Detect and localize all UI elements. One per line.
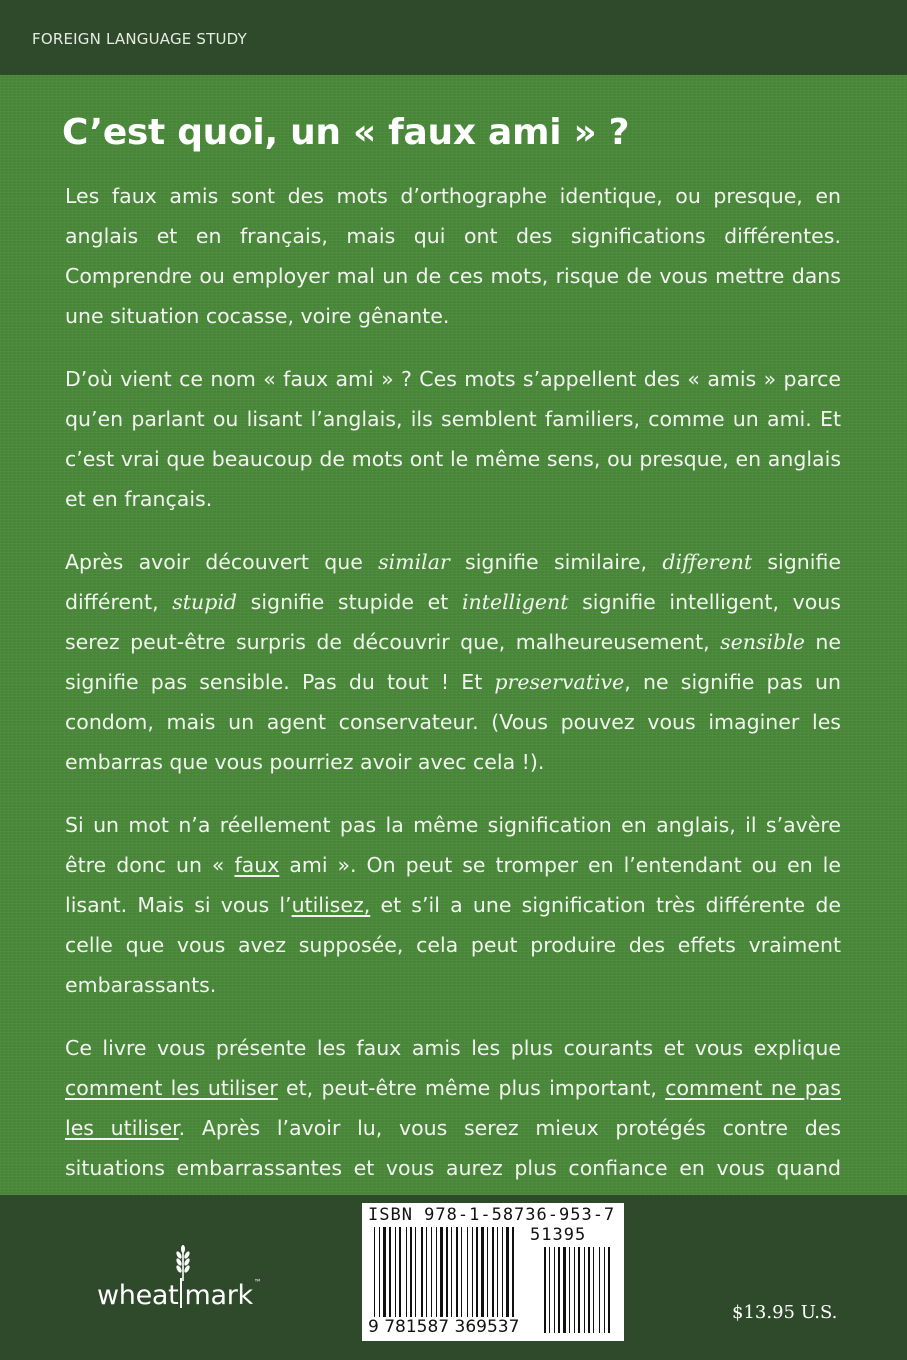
barcode-bar [481, 1227, 484, 1317]
barcode-bar [502, 1227, 503, 1317]
barcode-addon-bar [574, 1247, 575, 1333]
underlined-phrase: comment les utiliser [65, 1076, 278, 1100]
barcode-bar [431, 1227, 432, 1317]
barcode-bar [512, 1227, 514, 1317]
underlined-word: utilisez, [291, 893, 371, 917]
english-word: sensible [720, 630, 805, 654]
english-word: similar [378, 550, 450, 574]
barcode-addon-bar [593, 1247, 594, 1333]
barcode-bar [440, 1227, 443, 1317]
english-word: intelligent [461, 590, 569, 614]
barcode-addon-bar [563, 1247, 566, 1333]
barcode-bar [461, 1227, 462, 1317]
barcode-addon-bar [569, 1247, 570, 1333]
barcode-bar [410, 1227, 412, 1317]
barcode-addon-bar [588, 1247, 590, 1333]
barcode-bar [436, 1227, 437, 1317]
barcode-addon-bar [549, 1247, 550, 1333]
isbn-number: ISBN 978-1-58736-953-7 [368, 1205, 616, 1225]
barcode-addon-bar [544, 1247, 546, 1333]
barcode-addon-bar [604, 1247, 605, 1333]
paragraph-1: Les faux amis sont des mots d’orthographe identique, ou presque, en anglais et en français, mais qui ont des significations différentes. Comprendre ou employer mal un de ces mots, risque de vous mettre dans une situation cocasse, voire gênante. [65, 184, 841, 328]
barcode-bar [415, 1227, 416, 1317]
publisher-logo: wheat mark™ [97, 1278, 262, 1311]
underlined-word: faux [234, 853, 280, 877]
barcode-bar [451, 1227, 452, 1317]
barcode [362, 1203, 624, 1341]
barcode-bar [506, 1227, 509, 1317]
price-label: $13.95 U.S. [732, 1302, 838, 1323]
barcode-addon-bar [584, 1247, 585, 1333]
description-text [65, 176, 841, 1251]
barcode-bar [497, 1227, 498, 1317]
page-title: C’est quoi, un « faux ami » ? [62, 112, 630, 153]
paragraph-4: Si un mot n’a réellement pas la même signification en anglais, il s’avère être donc un « faux ami ». On peut se tromper en l’entendant ou en le lisant. Mais si vous l’utilisez, et s’il a une signification très différente de celle que vous avez supposée, cela peut produire des effets vraiment embarassants. [65, 813, 841, 997]
barcode-addon-bar [608, 1247, 610, 1333]
paragraph-3: Après avoir découvert que similar signifie similaire, different signifie différent, stupid signifie stupide et intelligent signifie intelligent, vous serez peut-être surpris de découvrir que, malheureusement, sensible ne signifie pas sensible. Pas du tout ! Et preservative, ne signifie pas un condom, mais un agent conservateur. (Vous pouvez vous imaginer les embarras que vous pourriez avoir avec cela !). [65, 550, 842, 774]
barcode-bar [472, 1227, 473, 1317]
barcode-bar [487, 1227, 488, 1317]
underlined-phrase: comment ne pas les utiliser [65, 1076, 841, 1140]
barcode-bar [399, 1227, 401, 1317]
paragraph-5: Ce livre vous présente les faux amis les plus courants et vous explique comment les utiliser et, peut-être même plus important, comment ne pas les utiliser. Après l’avoir lu, vous serez mieux protégés contre des situations embarrassantes et vous aurez plus confiance en vous quand [65, 1036, 841, 1180]
barcode-bar [406, 1227, 407, 1317]
english-word: stupid [172, 590, 238, 614]
barcode-bar [374, 1227, 375, 1317]
barcode-bar [476, 1227, 478, 1317]
barcode-bar [456, 1227, 458, 1317]
barcode-addon-bar [558, 1247, 560, 1333]
english-word: different [662, 550, 753, 574]
barcode-bar [421, 1227, 423, 1317]
barcode-digits: 9 781587 369537 [368, 1317, 520, 1337]
barcode-bar [383, 1227, 386, 1317]
barcode-addon-bar [554, 1247, 555, 1333]
barcode-bar [492, 1227, 494, 1317]
barcode-addon-bar [599, 1247, 600, 1333]
category-label: FOREIGN LANGUAGE STUDY [32, 30, 247, 48]
top-bar [0, 0, 907, 75]
barcode-addon-bar [578, 1247, 580, 1333]
price-code: 51395 [530, 1225, 587, 1245]
barcode-bar [467, 1227, 468, 1317]
english-word: preservative [494, 670, 625, 694]
barcode-bar [379, 1227, 380, 1317]
barcode-bar [389, 1227, 391, 1317]
paragraph-2: D’où vient ce nom « faux ami » ? Ces mots s’appellent des « amis » parce qu’en parlant ou lisant l’anglais, ils semblent familiers, comme un ami. Et c’est vrai que beaucoup de mots ont le même sens, ou presque, en anglais et en français. [65, 367, 841, 511]
wheat-icon [172, 1245, 194, 1281]
barcode-bar [426, 1227, 427, 1317]
barcode-bar [395, 1227, 396, 1317]
barcode-bar [446, 1227, 448, 1317]
